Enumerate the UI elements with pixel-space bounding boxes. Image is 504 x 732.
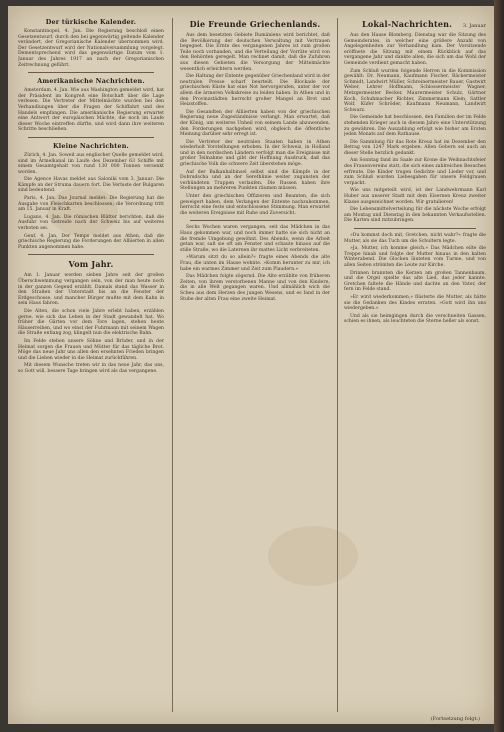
section-divider bbox=[190, 220, 320, 221]
column-left bbox=[18, 16, 164, 714]
section-heading: Der türkische Kalender. bbox=[45, 18, 137, 26]
paragraph: Amsterdam, 4. Jan. Wie aus Washington gemeldet wird, hat der Präsident im Kongreß eine Botschaft über die Lage verlesen. Die Vertreter der Mittelmächte wurden bei den Verhandlungen über die Fragen der Schiffahrt und des Handels empfangen. Die amerikanische Regierung erwartet eine Antwort der europäischen Mächte, die noch im Laufe dieser Woche eintreffen dürfte, und wird dann ihre weiteren Schritte beschließen. bbox=[18, 88, 164, 133]
paragraph: Die Sammlung für das Rote Kreuz hat im Dezember den Betrag von 1247 Mark ergeben. Allen Gebern sei auch an dieser Stelle herzlich gedankt. bbox=[344, 139, 486, 156]
paragraph: Zürich, 4. Jan. Soweit aus englischer Quelle gemeldet wird, sind im Ärmelkanal im Laufe des Dezember 63 Schiffe mit einem Gesamtgehalt von rund 130 000 Tonnen versenkt worden. bbox=[18, 152, 164, 175]
paragraph: Mit diesem Wunsche treten wir in das neue Jahr, das uns, so Gott will, bessere Tage bringen wird als das vergangene. bbox=[18, 363, 164, 374]
newspaper-page bbox=[8, 6, 494, 724]
section-heading: Kleine Nachrichten. bbox=[53, 141, 129, 150]
section-heading: Lokal-Nachrichten. bbox=[362, 19, 453, 29]
column-divider bbox=[337, 18, 338, 712]
paragraph: Am Sonntag fand im Saale zur Krone die Weihnachtsfeier des Frauenvereins statt, die sich eines zahlreichen Besuches erfreute. Die Kinder trugen Gedichte und Lieder vor, und zum Schluß wurden Liebesgaben für unsere Feldgrauen verpackt. bbox=[344, 158, 486, 186]
paragraph: Und als sie heimgingen durch die verschneiten Gassen, schien es ihnen, als leuchteten die Sterne heller als sonst. bbox=[344, 313, 486, 325]
section-heading: Die Freunde Griechenlands. bbox=[189, 19, 321, 29]
section-vom-jahr bbox=[18, 259, 164, 374]
paragraph: Drinnen brannten die Kerzen am großen Tannenbaum, und die Orgel spielte das alte Lied, das jeder kannte. Gretchen faltete die Hände und dachte an den Vater, der fern im Felde stand. bbox=[344, 270, 486, 293]
section-divider bbox=[28, 254, 154, 255]
paragraph: Die Gemeinde hat beschlossen, den Familien der im Felde stehenden Krieger auch in diesem Jahre eine Unterstützung zu gewähren. Die Auszahlung erfolgt wie bisher am Ersten jeden Monats auf dem Rathause. bbox=[344, 115, 486, 138]
paragraph: Die Haltung der Entente gegenüber Griechenland wird in der neutralen Presse scharf beurteilt. Die Blockade der griechischen Küste hat eine Not hervorgerufen, unter der vor allem die ärmeren Volkskreise zu leiden haben. In Athen und in den Provinzstädten herrscht großer Mangel an Brot und Heizstoffen. bbox=[180, 74, 330, 108]
paragraph: Zum Schluß wurden folgende Herren in die Kommission gewählt: Dr. Neumann, Kaufmann Fischer, Bäckermeister Schmidt, Landwirt Müller, Schreinermeister Bauer, Gastwirt Weber, Lehrer Hoffmann, Schlossermeister Wagner, Metzgermeister Becker, Maurermeister Schulz, Gärtner Koch, Schuhmacher Richter, Zimmermann Klein, Sattler Wolf, Küfer Schröder, Kaufmann Neumann, Landwirt Schwarz. bbox=[344, 68, 486, 113]
paragraph: Am 1. Januar werden sieben Jahre seit der großen Überschwemmung vergangen sein, von der man heute noch in der ganzen Gegend erzählt. Damals stand das Wasser in den Straßen der Unterstadt bis an die Fenster der Erdgeschosse, und mancher Bürger mußte mit dem Kahn in sein Haus fahren. bbox=[18, 273, 164, 307]
column-divider bbox=[172, 18, 173, 712]
section-divider bbox=[28, 72, 154, 73]
continuation-note: (Fortsetzung folgt.) bbox=[430, 716, 480, 722]
section-divider bbox=[28, 137, 154, 138]
paragraph: Das Mädchen folgte zögernd. Die Alte erzählte von früheren Zeiten, von ihrem verstorbenen Manne und von den Kindern, die in alle Welt gegangen waren. Und allmählich wich die Scheu aus dem Herzen des jungen Wesens, und es fand in der Stube der alten Frau eine zweite Heimat. bbox=[180, 274, 330, 302]
paragraph: Die Gesandten der Alliierten haben von der griechischen Regierung neue Zugeständnisse verlangt. Man erwartet, daß der König, um weiteres Unheil von seinem Lande abzuwenden, den Forderungen nachgeben wird, obgleich die öffentliche Meinung darüber sehr erregt ist. bbox=[180, 109, 330, 138]
paragraph: Die Vertreter der neutralen Staaten haben in Athen wiederholt Vorstellungen erhoben. In der Schweiz, in Holland und in den nordischen Ländern verfolgt man die Ereignisse mit großer Teilnahme und gibt der Hoffnung Ausdruck, daß das griechische Volk die schwere Zeit überstehen möge. bbox=[180, 139, 330, 168]
column-right bbox=[344, 16, 486, 714]
paragraph: Aus dem besetzten Gebiete Rumäniens wird berichtet, daß die Bevölkerung der deutschen Verwaltung mit Vertrauen begegnet. Die Ernte des vergangenen Jahres ist zum großen Teile noch vorhanden, und die Verteilung der Vorräte wird von den Behörden geregelt. Man rechnet damit, daß die Zufuhren aus diesen Gebieten die Versorgung der Mittelmächte wesentlich erleichtern werden. bbox=[180, 33, 330, 72]
paragraph: Die Agence Havas meldet aus Saloniki vom 3. Januar: Die Kämpfe an der Struma dauern fort. Die Verluste der Bulgaren sind bedeutend. bbox=[18, 177, 164, 194]
section-serial-story bbox=[180, 225, 330, 302]
section-heading: Vom Jahr. bbox=[68, 259, 114, 270]
local-news-header bbox=[344, 16, 486, 33]
paragraph: Auf der Balkanhalbinsel selbst sind die Kämpfe in der Dobrudscha und an der Serethlinie weiter zugunsten der verbündeten Truppen verlaufen. Die Russen haben ihre Stellungen an mehreren Punkten räumen müssen. bbox=[180, 169, 330, 192]
section-tuerkischer-kalender bbox=[18, 18, 164, 68]
paragraph: Paris, 4. Jan. Das Journal meldet: Die Regierung hat die Ausgabe von Fleischkarten beschlossen; die Verordnung tritt am 15. Januar in Kraft. bbox=[18, 196, 164, 213]
paragraph: »Ja, Mutter, ich komme gleich.« Das Mädchen eilte die Treppe hinab und folgte der Mutter hinaus in den kalten Winterabend. Die Glocken läuteten vom Turme, und von allen Seiten strömten die Leute zur Kirche. bbox=[344, 246, 486, 268]
paragraph: Lugano, 4. Jan. Die römischen Blätter berichten, daß die Ausfuhr von Getreide nach der Schweiz bis auf weiteres verboten sei. bbox=[18, 214, 164, 232]
paragraph: Unter den griechischen Offizieren und Beamten, die sich geweigert haben, dem Verlangen der Entente nachzukommen, herrscht eine feste und entschlossene Stimmung. Man erwartet die weiteren Ereignisse mit Ruhe und Zuversicht. bbox=[180, 194, 330, 216]
section-serial-story-right bbox=[344, 233, 486, 325]
paragraph: Wie uns mitgeteilt wird, ist der Landwehrmann Karl Huber aus unserer Stadt mit dem Eisernen Kreuz zweiter Klasse ausgezeichnet worden. Wir gratulieren! bbox=[344, 188, 486, 205]
column-middle bbox=[180, 16, 330, 714]
paragraph: Im Felde stehen unsere Söhne und Brüder, und in der Heimat sorgen die Frauen und Mütter für das tägliche Brot. Möge das neue Jahr uns allen den ersehnten Frieden bringen und die Lieben wieder in die Heimat zurückführen. bbox=[18, 338, 164, 361]
paragraph: Die Alten, die schon viele Jahre erlebt haben, erzählen gerne, wie sich das Leben in der Stadt gewandelt hat. Wo früher die Gärten vor dem Tore lagen, stehen heute Häuserreihen, und wo einst der Fuhrmann mit seinem Wagen die Straße entlang zog, klingelt nun die elektrische Bahn. bbox=[18, 308, 164, 337]
paragraph: Aus den Hause Blomberg. Dienstag war die Sitzung des Gemeinderates, in welcher eine größere Anzahl von Angelegenheiten zur Verhandlung kam. Der Vorsitzende eröffnete die Sitzung mit einem Rückblick auf das vergangene Jahr und dankte allen, die sich um das Wohl der Gemeinde verdient gemacht haben. bbox=[344, 33, 486, 66]
paragraph: Konstantinopel, 4. Jan. Die Regierung beschloß einen Gesetzentwurf, durch den bei gegenwärtig geltende Kalender verändert, der Gregorianische Kalender übernommen wird. Der Gesetzentwurf wird der Nationalversammlung vorgelegt. Dementsprechend wird das gegenwärtige Datum vom 1. Januar des Jahres 1917 an nach der Gregorianischen Zeitrechnung geführt. bbox=[18, 29, 164, 68]
paragraph: »Warum sitzt du so allein?« fragte eines Abends die alte Frau, die unten im Hause wohnte. »Komm herunter zu mir, ich habe ein warmes Zimmer und Zeit zum Plaudern.« bbox=[180, 255, 330, 272]
section-heading: Amerikanische Nachrichten. bbox=[37, 77, 145, 86]
paragraph: »Du kommst doch mit, Gretchen, nicht wahr?« fragte die Mutter, als sie das Tuch um die Schultern legte. bbox=[344, 233, 486, 244]
paragraph: »Er wird wiederkommen,« flüsterte die Mutter, als hätte sie die Gedanken des Kindes erraten. »Gott wird ihn uns wiedergeben.« bbox=[344, 294, 486, 312]
section-kleine-nachrichten bbox=[18, 142, 164, 251]
section-amerikanische-nachrichten bbox=[18, 77, 164, 133]
section-divider bbox=[354, 228, 476, 229]
date-label: 3. Januar bbox=[462, 23, 486, 29]
paragraph: Die Lebensmittelverteilung für die nächste Woche erfolgt am Montag und Dienstag in den bekannten Verkaufsstellen. Die Karten sind mitzubringen. bbox=[344, 207, 486, 224]
paragraph: Sechs Wochen waren vergangen, seit das Mädchen in das Haus gekommen war, und noch immer hatte sie sich nicht an die fremde Umgebung gewöhnt. Des Abends, wenn die Arbeit getan war, saß sie oft am Fenster und schaute hinaus auf die stille Straße, wo die Laternen ihr mattes Licht verbreiteten. bbox=[180, 225, 330, 253]
book-edge bbox=[494, 0, 504, 732]
section-freunde-griechenlands bbox=[180, 19, 330, 216]
paragraph: Genf, 4. Jan. Der Temps meldet aus Athen, daß die griechische Regierung die Forderungen der Alliierten in allen Punkten angenommen habe. bbox=[18, 233, 164, 250]
section-local-news bbox=[344, 33, 486, 224]
